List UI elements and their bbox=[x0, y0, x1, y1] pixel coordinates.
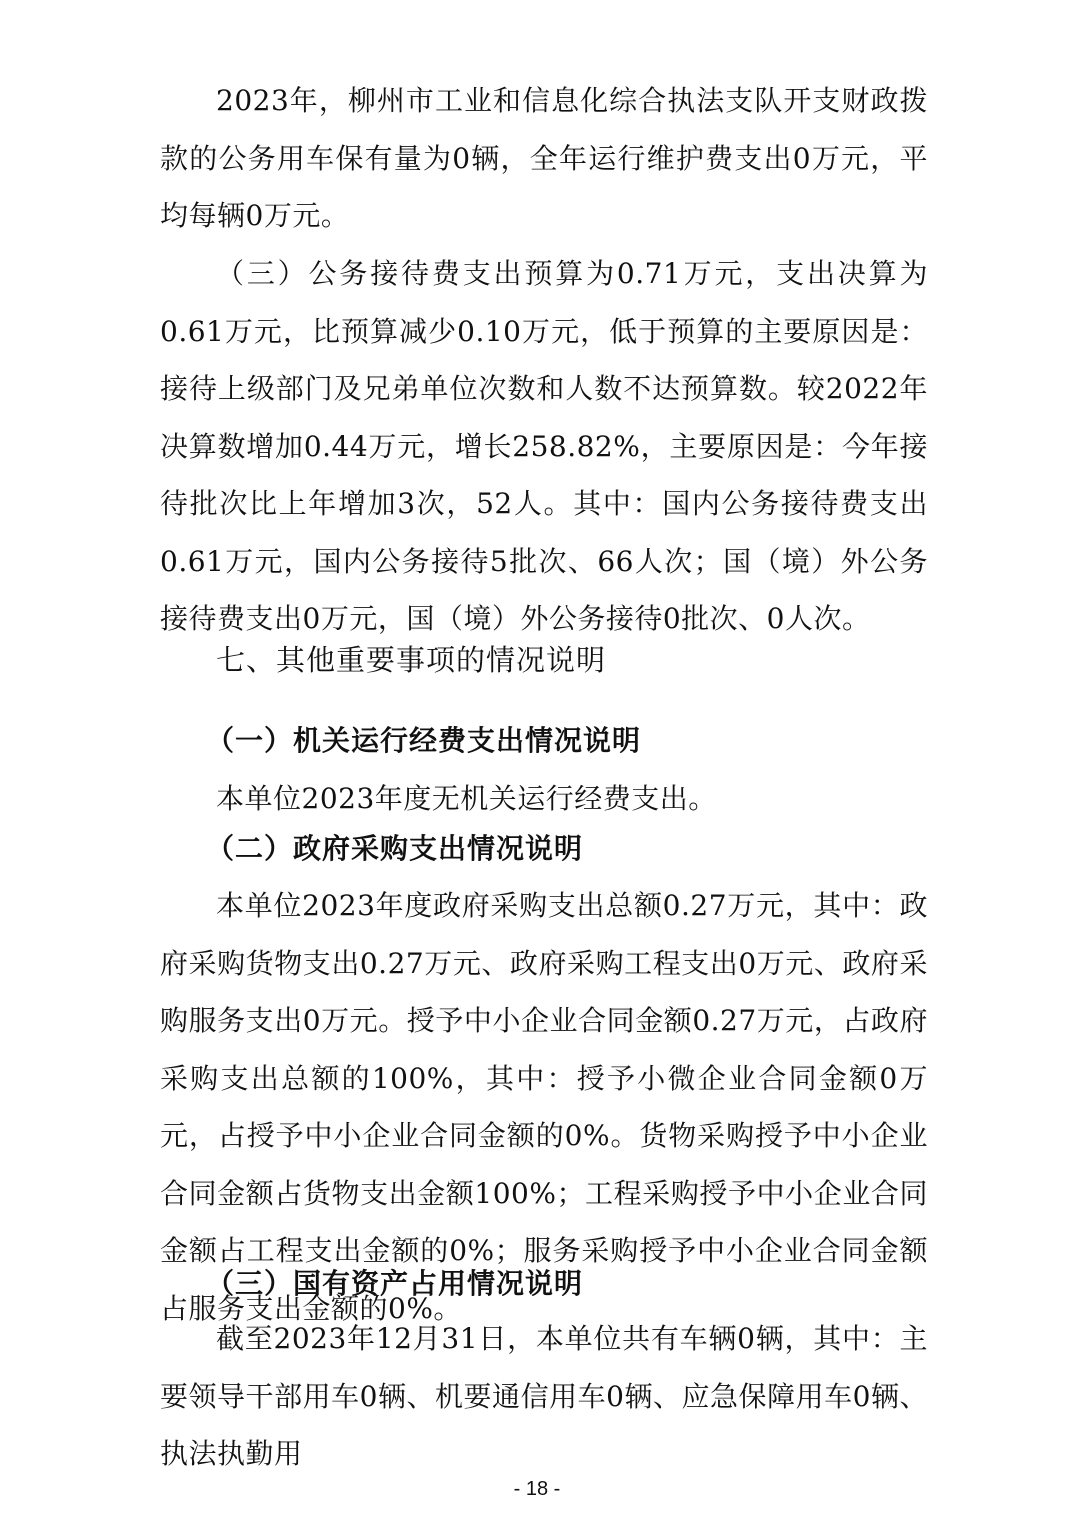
subsection-heading-procurement: （二）政府采购支出情况说明 bbox=[206, 832, 584, 865]
paragraph-operating-costs: 本单位2023年度无机关运行经费支出。 bbox=[216, 782, 717, 815]
subsection-heading-state-assets: （三）国有资产占用情况说明 bbox=[206, 1267, 584, 1300]
paragraph-reception-expenses: （三）公务接待费支出预算为0.71万元，支出决算为0.61万元，比预算减少0.10万元，低于预算的主要原因是：接待上级部门及兄弟单位次数和人数不达预算数。较2022年决算数增加0.44万元，增长258.82%，主要原因是：今年接待批次比上年增加3次，52人。其中：国内公务接待费支出0.61万元，国内公务接待5批次、66人次；国（境）外公务接待费支出0万元，国（境）外公务接待0批次、0人次。 bbox=[160, 257, 928, 635]
paragraph-procurement: 本单位2023年度政府采购支出总额0.27万元，其中：政府采购货物支出0.27万元、政府采购工程支出0万元、政府采购服务支出0万元。授予中小企业合同金额0.27万元，占政府采购支出总额的100%，其中：授予小微企业合同金额0万元，占授予中小企业合同金额的0%。货物采购授予中小企业合同金额占货物支出金额100%；工程采购授予中小企业合同金额占工程支出金额的0%；服务采购授予中小企业合同金额占服务支出金额的0%。 bbox=[160, 889, 928, 1325]
page-number: - 18 - bbox=[513, 1478, 561, 1500]
section-heading: 七、其他重要事项的情况说明 bbox=[216, 643, 607, 677]
paragraph-vehicle-summary: 2023年，柳州市工业和信息化综合执法支队开支财政拨款的公务用车保有量为0辆，全年运行维护费支出0万元，平均每辆0万元。 bbox=[160, 84, 928, 232]
subsection-heading-operating-costs: （一）机关运行经费支出情况说明 bbox=[206, 724, 642, 757]
paragraph-state-assets: 截至2023年12月31日，本单位共有车辆0辆，其中：主要领导干部用车0辆、机要通信用车0辆、应急保障用车0辆、执法执勤用 bbox=[160, 1322, 928, 1470]
